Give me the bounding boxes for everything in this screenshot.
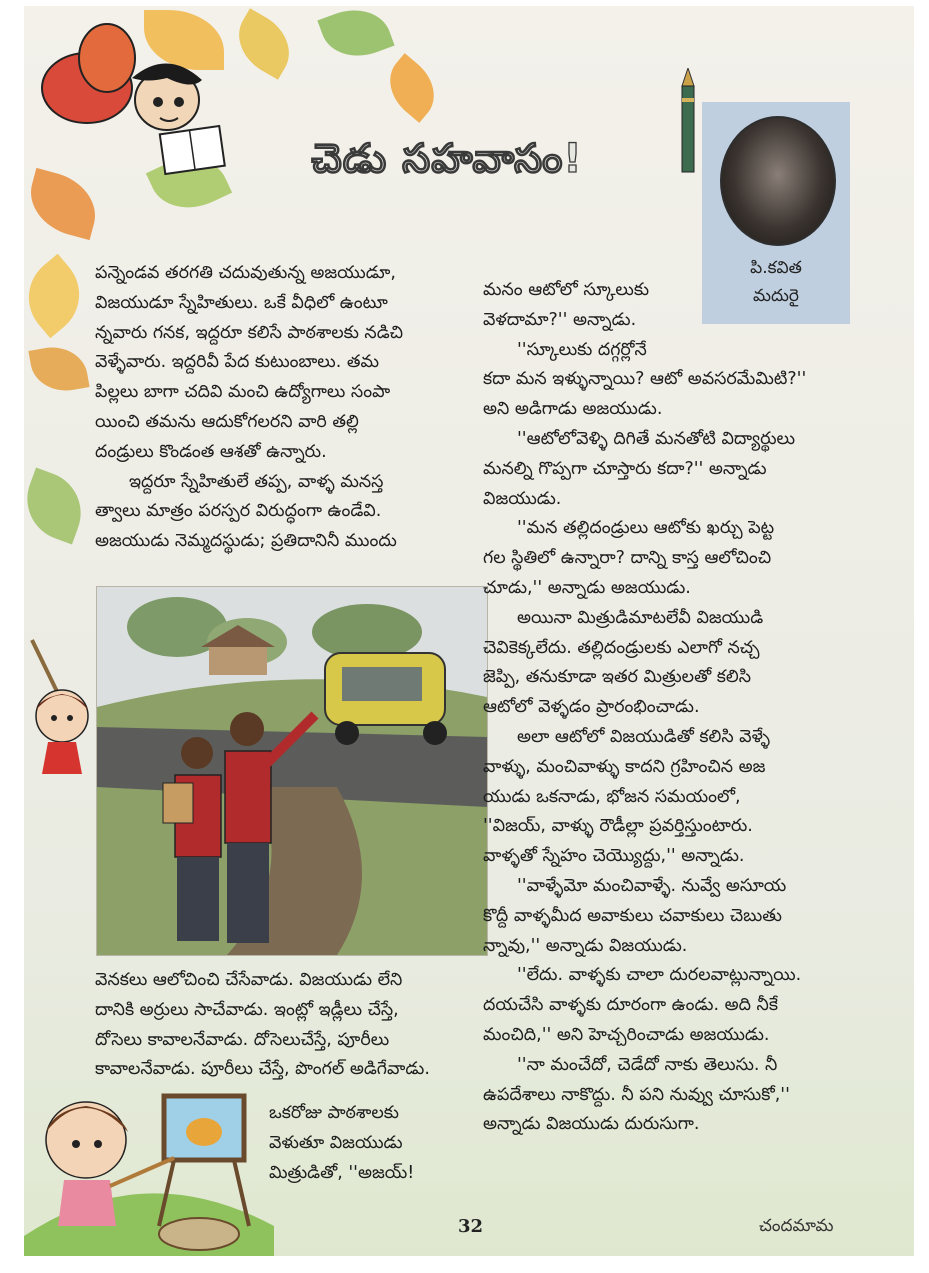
- leaf-decoration: [226, 8, 302, 80]
- text-line: యించి తమను ఆదుకోగలరని వారి తల్లి: [95, 411, 359, 432]
- text-line: అలా ఆటోలో విజయుడితో కలిసి వెళ్ళే: [517, 726, 770, 747]
- text-line: మనల్ని గొప్పగా చూస్తారు కదా?'' అన్నాడు: [483, 458, 767, 479]
- text-line: చూడు,'' అన్నాడు అజయుడు.: [483, 577, 691, 598]
- text-line: వాళ్ళు, మంచివాళ్ళు కాదని గ్రహించిన అజ: [483, 756, 766, 777]
- pen-icon: [676, 68, 700, 176]
- text-line: విజయుడూ స్నేహితులు. ఒకే వీధిలో ఉంటూ: [95, 292, 388, 313]
- page-number: 32: [458, 1216, 484, 1237]
- leaf-decoration: [24, 254, 96, 339]
- leaf-decoration: [24, 468, 92, 545]
- left-column-bottom: [95, 966, 475, 1085]
- butterfly-girl-mascot: [32, 18, 232, 188]
- text-line: వాళ్ళతో స్నేహం చెయ్యొద్దు,'' అన్నాడు.: [483, 846, 745, 867]
- text-line: ''నా మంచేదో, చెడేదో నాకు తెలుసు. నీ: [517, 1054, 778, 1075]
- text-line: ''లేదు. వాళ్ళకు చాలా దురలవాట్లున్నాయి.: [517, 965, 802, 986]
- text-line: మిత్రుడితో, ''అజయ్!: [269, 1162, 415, 1183]
- text-line: చెవికెక్కలేదు. తల్లిదండ్రులకు ఎలాగో నచ్చ: [483, 637, 760, 658]
- text-line: ఒకరోజు పాఠశాలకు: [269, 1103, 399, 1123]
- text-line: దండ్రులు కొండంత ఆశతో ఉన్నారు.: [95, 441, 327, 462]
- text-line: ఉపదేశాలు నాకొద్దు. నీ పని నువ్వు చూసుకో,'': [483, 1084, 790, 1105]
- leaf-decoration: [376, 53, 447, 123]
- text-line: దయచేసి వాళ్ళకు దూరంగా ఉండు. అది నీకే: [483, 995, 778, 1016]
- left-column-top: [95, 259, 475, 557]
- text-line: ''స్కూలుకు దగ్గర్లోనే: [517, 339, 647, 360]
- leaf-decoration: [28, 342, 89, 397]
- text-line: త్వాలు మాత్రం పరస్పర విరుద్ధంగా ఉండేవి.: [95, 501, 382, 522]
- painter-kid-mascot: [24, 1076, 274, 1256]
- text-line: మనం ఆటోలో స్కూలుకు: [483, 280, 650, 300]
- text-line: న్నవారు గనక, ఇద్దరూ కలిసే పాఠశాలకు నడిచి: [95, 322, 404, 343]
- text-line: పిల్లలు బాగా చదివి మంచి ఉద్యోగాలు సంపా: [95, 382, 391, 403]
- text-line: అని అడిగాడు అజయుడు.: [483, 399, 663, 420]
- article-title: చెడు సహవాసం!: [311, 136, 583, 182]
- text-line: ''వాళ్ళేమో మంచివాళ్ళే. నువ్వే అసూయ: [517, 875, 787, 896]
- text-line: ''విజయ్, వాళ్ళు రౌడీల్లా ప్రవర్తిస్తుంటారు.: [483, 816, 753, 837]
- magazine-name: చందమామ: [759, 1216, 834, 1236]
- text-line: విజయుడు.: [483, 488, 562, 509]
- author-photo: [720, 116, 836, 246]
- text-line: వెనకలు ఆలోచించి చేసేవాడు. విజయుడు లేని: [95, 970, 403, 990]
- text-line: దానికి అర్రులు సాచేవాడు. ఇంట్లో ఇడ్లీలు చేస్తే,: [95, 999, 399, 1020]
- magazine-page: [24, 6, 914, 1256]
- text-line: వెళుతూ విజయుడు: [269, 1132, 403, 1153]
- text-line: మంచిది,'' అని హెచ్చరించాడు అజయుడు.: [483, 1024, 770, 1045]
- text-line: పన్నెండవ తరగతి చదువుతున్న అజయుడూ,: [95, 263, 396, 283]
- text-line: కావాలనేవాడు. పూరీలు చేస్తే, పొంగల్ అడిగేవాడు.: [95, 1059, 430, 1080]
- text-line: ''ఆటోలోవెళ్ళి దిగితే మనతోటి విద్యార్థులు: [517, 428, 796, 449]
- left-column-last: [269, 1099, 489, 1188]
- text-line: దోసెలు కావాలనేవాడు. దోసెలుచేస్తే, పూరీలు: [95, 1029, 390, 1050]
- text-line: కొద్దీ వాళ్ళమీద అవాకులు చవాకులు చెబుతు: [483, 905, 782, 926]
- text-line: వెళ్ళేవారు. ఇద్దరివీ పేద కుటుంబాలు. తమ: [95, 352, 379, 373]
- girl-with-pen-mascot: [24, 636, 96, 776]
- author-name: పి.కవిత: [750, 258, 802, 278]
- text-line: న్నావు,'' అన్నాడు విజయుడు.: [483, 935, 688, 956]
- leaf-decoration: [317, 6, 394, 67]
- right-column: [483, 276, 903, 1140]
- text-line: ''మన తల్లిదండ్రులు ఆటోకు ఖర్చు పెట్ట: [517, 518, 775, 539]
- text-line: ఆటోలో వెళ్ళడం ప్రారంభించాడు.: [483, 697, 700, 718]
- text-line: వెళదామా?'' అన్నాడు.: [483, 309, 637, 330]
- author-city: మదురై: [753, 286, 799, 306]
- text-line: అన్నాడు విజయుడు దురుసుగా.: [483, 1114, 700, 1135]
- text-line: కదా మన ఇళ్ళున్నాయి? ఆటో అవసరమేమిటి?'': [483, 369, 807, 390]
- text-line: ఇద్దరూ స్నేహితులే తప్ప, వాళ్ళ మనస్త: [129, 471, 384, 492]
- text-line: గల స్థితిలో ఉన్నారా? దాన్ని కాస్త ఆలోచించి: [483, 548, 772, 569]
- text-line: యుడు ఒకనాడు, భోజన సమయంలో,: [483, 786, 741, 807]
- text-line: అజయుడు నెమ్మదస్థుడు; ప్రతిదానినీ ముందు: [95, 531, 397, 552]
- text-line: అయినా మిత్రుడిమాటలేవీ విజయుడి: [517, 607, 764, 628]
- story-illustration: [96, 586, 488, 956]
- text-line: జెప్పి, తనుకూడా ఇతర మిత్రులతో కలిసి: [483, 667, 751, 688]
